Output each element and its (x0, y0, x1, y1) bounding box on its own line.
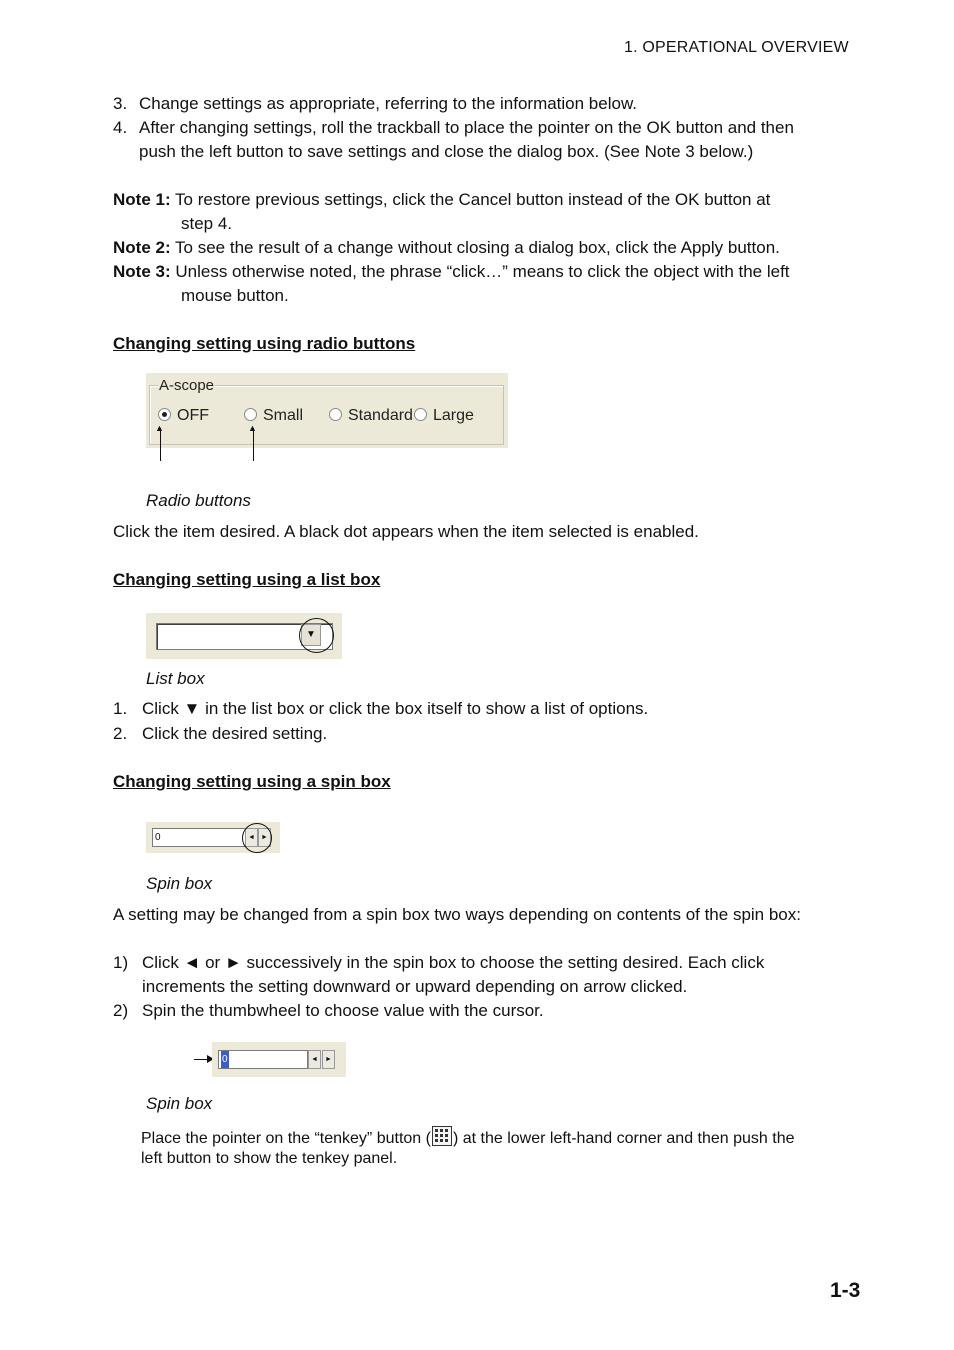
step-number: 3. (113, 94, 128, 113)
radio-option-large[interactable] (414, 407, 474, 425)
note-1 (113, 190, 770, 210)
tenkey-text-before: Place the pointer on the “tenkey” button ( (141, 1130, 431, 1147)
note-text: Unless otherwise noted, the phrase “click…” means to click the object with the left (175, 262, 790, 281)
step-text: Change settings as appropriate, referring to the information below. (139, 94, 638, 113)
cursor-arrow-line (194, 1059, 208, 1060)
radio-unselected-icon[interactable] (329, 408, 342, 421)
highlight-circle (242, 823, 272, 853)
step-text: After changing settings, roll the trackball to place the pointer on the OK button and then (139, 118, 794, 137)
arrow-up-icon: ▲ (248, 423, 257, 433)
note-3-continued: mouse button. (181, 286, 289, 305)
step-4-continued: push the left button to save settings and close the dialog box. (See Note 3 below.) (139, 142, 754, 161)
note-label: Note 1: (113, 190, 171, 209)
step-3 (113, 94, 637, 114)
tenkey-icon (432, 1126, 452, 1146)
spin-description: A setting may be changed from a spin box two ways depending on contents of the spin box: (113, 905, 801, 924)
radio-option-label: Standard (348, 407, 413, 424)
step-text: Click ▼ in the list box or click the box itself to show a list of options. (142, 699, 649, 718)
selected-value: 0 (221, 1051, 229, 1068)
list-caption: List box (146, 669, 205, 688)
radio-option-standard[interactable] (329, 407, 413, 425)
spin-box-field[interactable]: 0 (152, 828, 248, 847)
radio-caption: Radio buttons (146, 491, 251, 510)
spin-box-field-selected[interactable] (218, 1050, 308, 1069)
radio-unselected-icon[interactable] (414, 408, 427, 421)
step-4 (113, 118, 794, 138)
note-text: To see the result of a change without closing a dialog box, click the Apply button. (175, 238, 780, 257)
radio-option-label: OFF (177, 407, 209, 424)
spin-method-2 (113, 1001, 544, 1021)
spin-right-arrow-icon[interactable]: ► (258, 828, 271, 847)
dropdown-arrow-icon[interactable]: ▼ (301, 624, 321, 646)
note-text: To restore previous settings, click the Cancel button instead of the OK button at (175, 190, 771, 209)
list-step-1 (113, 699, 648, 719)
tenkey-text-after: ) at the lower left-hand corner and then push the (452, 1130, 795, 1147)
radio-unselected-icon[interactable] (244, 408, 257, 421)
radio-selected-icon[interactable] (158, 408, 171, 421)
radio-section-heading: Changing setting using radio buttons (113, 334, 416, 353)
spin-left-arrow-icon[interactable]: ◄ (308, 1050, 321, 1069)
spin-right-arrow-icon[interactable]: ► (322, 1050, 335, 1069)
radio-option-label: Large (433, 407, 474, 424)
list-section-heading: Changing setting using a list box (113, 570, 381, 589)
highlight-circle (299, 618, 334, 653)
running-header: 1. OPERATIONAL OVERVIEW (624, 39, 849, 56)
radio-option-label: Small (263, 407, 304, 424)
note-1-continued: step 4. (181, 214, 233, 233)
arrow-up-icon: ▲ (155, 423, 164, 433)
method-text: Click ◄ or ► successively in the spin box to choose the setting desired. Each click (142, 953, 765, 972)
tenkey-instruction (141, 1126, 795, 1148)
method-number: 1) (113, 953, 129, 972)
spin-method-1-continued: increments the setting downward or upward depending on arrow clicked. (142, 977, 688, 996)
list-step-2 (113, 724, 327, 744)
spin-caption: Spin box (146, 874, 213, 893)
radio-group-panel (146, 373, 508, 448)
tenkey-instruction-continued: left button to show the tenkey panel. (141, 1150, 398, 1167)
radio-description: Click the item desired. A black dot appears when the item selected is enabled. (113, 522, 699, 541)
note-label: Note 3: (113, 262, 171, 281)
step-text: Click the desired setting. (142, 724, 328, 743)
note-label: Note 2: (113, 238, 171, 257)
page-number: 1-3 (830, 1279, 861, 1302)
note-2 (113, 238, 780, 258)
step-number: 4. (113, 118, 128, 137)
step-number: 2. (113, 724, 128, 743)
spin-section-heading: Changing setting using a spin box (113, 772, 391, 791)
method-text: Spin the thumbwheel to choose value with the cursor. (142, 1001, 544, 1020)
spin-caption-2: Spin box (146, 1094, 213, 1113)
spin-left-arrow-icon[interactable]: ◄ (245, 828, 258, 847)
step-number: 1. (113, 699, 128, 718)
method-number: 2) (113, 1001, 129, 1020)
note-3 (113, 262, 790, 282)
radio-group-label: A-scope (159, 377, 215, 394)
spin-box-cursor-panel (212, 1042, 346, 1077)
spin-method-1 (113, 953, 764, 973)
radio-option-off[interactable] (158, 407, 209, 425)
